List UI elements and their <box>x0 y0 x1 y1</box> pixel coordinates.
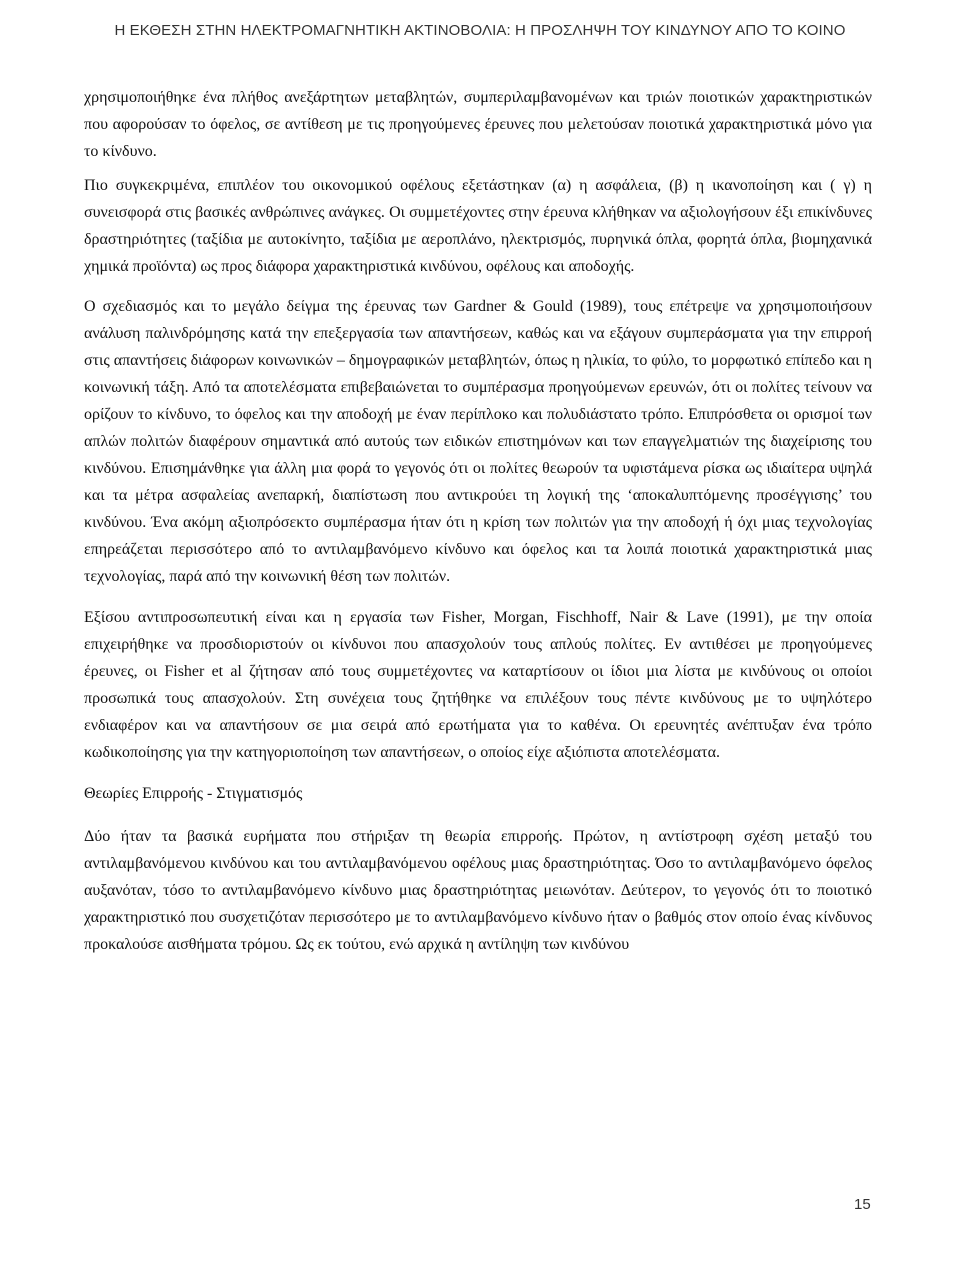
section-paragraph: Δύο ήταν τα βασικά ευρήματα που στήριξαν τη θεωρία επιρροής. Πρώτον, η αντίστροφη σχέση μεταξύ του αντιλαμβανόμενου κινδύνου και του αντιλαμβανόμενου οφέλους μιας δραστηριότητας. Όσο το αντιλαμβανόμενο όφελος αυξανόταν, τόσο το αντιλαμβανόμενο κίνδυνο μιας δραστηριότητας μειωνόταν. Δεύτερον, το γεγονός ότι το ποιοτικό χαρακτηριστικό που συσχετιζόταν περισσότερο με το αντιλαμβανόμενο κίνδυνο ήταν ο βαθμός στον οποίο ένας κίνδυνος προκαλούσε αισθήματα τρόμου. Ως εκ τούτου, ενώ αρχικά η αντίληψη των κινδύνου <box>84 828 872 953</box>
paragraph-1: χρησιμοποιήθηκε ένα πλήθος ανεξάρτητων μεταβλητών, συμπεριλαμβανομένων και τριών ποιοτικών χαρακτηριστικών που αφορούσαν το όφελος, σε αντίθεση με τις προηγούμενες έρευνες που μελετούσαν ποιοτικά χαρακτηριστικά μόνο για το κίνδυνο. <box>84 89 872 160</box>
section-heading: Θεωρίες Επιρροής - Στιγματισμός <box>84 785 303 802</box>
paragraph-2: Πιο συγκεκριμένα, επιπλέον του οικονομικού οφέλους εξετάστηκαν (α) η ασφάλεια, (β) η ικανοποίηση και ( γ) η συνεισφορά στις βασικές ανθρώπινες ανάγκες. Οι συμμετέχοντες στην έρευνα κλήθηκαν να αξιολογήσουν έξι επικίνδυνες δραστηριότητες (ταξίδια με αυτοκίνητο, ταξίδια με αεροπλάνο, ηλεκτρισμός, πυρηνικά όπλα, φορητά όπλα, βιομηχανικά χημικά προϊόντα) ως προς διάφορα χαρακτηριστικά κινδύνου, οφέλους και αποδοχής. <box>84 177 872 275</box>
paragraph-4: Εξίσου αντιπροσωπευτική είναι και η εργασία των Fisher, Morgan, Fischhoff, Nair & Lave (1991), με την οποία επιχειρήθηκε να προσδιοριστούν οι κίνδυνοι που απασχολούν τους απλούς πολίτες. Εν αντιθέσει με προηγούμενες έρευνες, οι Fisher et al ζήτησαν από τους συμμετέχοντες να καταρτίσουν οι ίδιοι μια λίστα με κινδύνους οι οποίοι προσωπικά τους απασχολούν. Στη συνέχεια τους ζητήθηκε να επιλέξουν τους πέντε κινδύνους με το υψηλότερο ενδιαφέρον και να απαντήσουν σε μια σειρά από ερωτήματα για το καθένα. Οι ερευνητές ανέπτυξαν ένα τρόπο κωδικοποίησης για την κατηγοριοποίηση των απαντήσεων, ο οποίος είχε αξιόπιστα αποτελέσματα. <box>84 609 872 761</box>
page-body <box>84 84 872 972</box>
running-header: Η ΕΚΘΕΣΗ ΣΤΗΝ ΗΛΕΚΤΡΟΜΑΓΝΗΤΙΚΗ ΑΚΤΙΝΟΒΟΛΙΑ: Η ΠΡΟΣΛΗΨΗ ΤΟΥ ΚΙΝΔΥΝΟΥ ΑΠΟ ΤΟ ΚΟΙΝΟ <box>114 22 846 39</box>
page-number: 15 <box>854 1196 871 1213</box>
paragraph-3: Ο σχεδιασμός και το μεγάλο δείγμα της έρευνας των Gardner & Gould (1989), τους επέτρεψε να χρησιμοποιήσουν ανάλυση παλινδρόμησης κατά την επεξεργασία των απαντήσεων, καθώς και να εξάγουν συμπεράσματα για την επιρροή στις απαντήσεις διάφορων κοινωνικών – δημογραφικών μεταβλητών, όπως η ηλικία, το φύλο, το μορφωτικό επίπεδο και η κοινωνική τάξη. Από τα αποτελέσματα επιβεβαιώνεται το συμπέρασμα προηγούμενων ερευνών, ότι οι πολίτες τείνουν να ορίζουν το κίνδυνο, το όφελος και την αποδοχή με έναν περίπλοκο και πολυδιάστατο τρόπο. Επιπρόσθετα οι ορισμοί των απλών πολιτών διαφέρουν σημαντικά από αυτούς των ειδικών επιστημόνων και των επαγγελματιών της διαχείρισης του κινδύνου. Επισημάνθηκε για άλλη μια φορά το γεγονός ότι οι πολίτες θεωρούν τα υφιστάμενα ρίσκα ως ιδιαίτερα υψηλά και τα μέτρα ασφαλείας ανεπαρκή, διαπίστωση που αντικρούει τη λογική της ‘αποκαλυπτόμενης προσέγγισης’ του κινδύνου. Ένα ακόμη αξιοπρόσεκτο συμπέρασμα ήταν ότι η κρίση των πολιτών για την αποδοχή ή όχι μιας τεχνολογίας επηρεάζεται περισσότερο από το αντιλαμβανόμενο κίνδυνο και όφελος και τα λοιπά ποιοτικά χαρακτηριστικά μιας τεχνολογίας, παρά από την κοινωνική θέση των πολιτών. <box>84 298 872 585</box>
